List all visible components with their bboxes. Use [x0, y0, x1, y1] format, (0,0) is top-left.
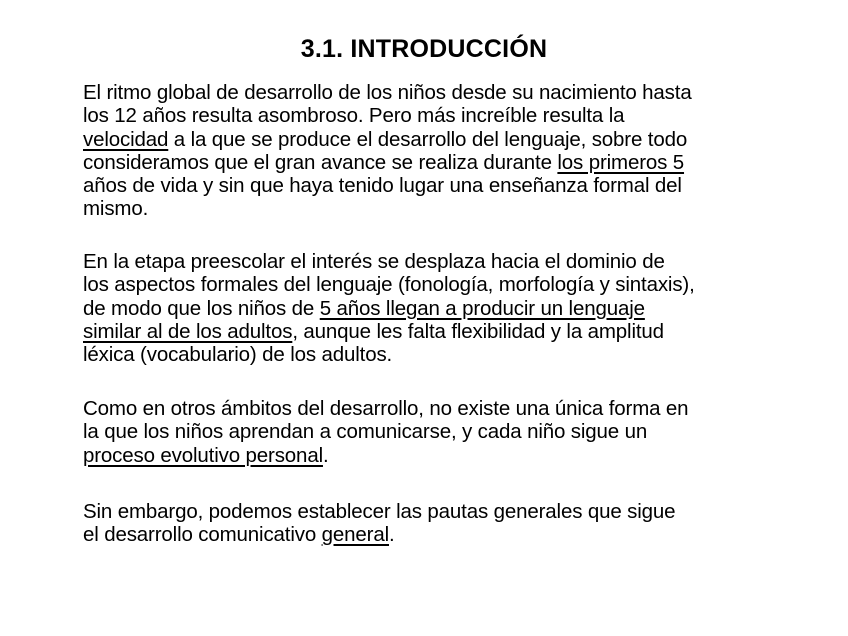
text-line	[83, 174, 803, 197]
text-segment: Sin embargo, podemos establecer las pautas generales que sigue	[83, 500, 676, 523]
underlined-text: proceso evolutivo personal	[83, 443, 323, 467]
text-line	[83, 500, 803, 523]
text-segment: consideramos que el gran avance se realiza durante	[83, 150, 558, 174]
text-line	[83, 104, 803, 127]
text-line	[83, 297, 803, 320]
text-segment: Como en otros ámbitos del desarrollo, no existe una única forma en	[83, 397, 689, 420]
text-segment: el desarrollo comunicativo	[83, 523, 322, 547]
text-line	[83, 523, 803, 546]
text-segment: mismo.	[83, 197, 149, 221]
text-line	[83, 420, 803, 443]
underlined-text: similar al de los adultos	[83, 319, 293, 343]
underlined-text: 5 años llegan a producir un lenguaje	[319, 296, 645, 320]
text-line	[83, 151, 803, 174]
text-line	[83, 250, 803, 273]
text-segment: los aspectos formales del lenguaje (fonología, morfología y sintaxis),	[83, 273, 695, 297]
text-segment: El ritmo global de desarrollo de los niños desde su nacimiento hasta	[83, 81, 692, 104]
text-segment: , aunque les falta flexibilidad y la amplitud	[292, 319, 664, 343]
paragraph-3	[83, 397, 803, 467]
text-segment: En la etapa preescolar el interés se desplaza hacia el dominio de	[83, 250, 665, 273]
text-segment: .	[322, 443, 329, 467]
paragraph-1	[83, 81, 803, 221]
text-segment: años de vida y sin que haya tenido lugar una enseñanza formal del	[83, 174, 682, 198]
underlined-text: velocidad	[83, 127, 169, 151]
text-segment: de modo que los niños de	[83, 296, 320, 320]
text-line	[83, 343, 803, 366]
paragraph-4	[83, 500, 803, 547]
text-segment: los 12 años resulta asombroso. Pero más increíble resulta la	[83, 104, 625, 128]
text-line	[83, 397, 803, 420]
text-line	[83, 444, 803, 467]
text-line	[83, 273, 803, 296]
underlined-text: los primeros 5	[557, 150, 685, 174]
text-segment: léxica (vocabulario) de los adultos.	[83, 343, 393, 367]
underlined-text: general	[321, 523, 389, 547]
text-line	[83, 197, 803, 220]
text-line	[83, 320, 803, 343]
page-title: 3.1. INTRODUCCIÓN	[300, 35, 548, 63]
paragraph-2	[83, 250, 803, 366]
text-line	[83, 81, 803, 104]
text-line	[83, 128, 803, 151]
text-segment: a la que se produce el desarrollo del lenguaje, sobre todo	[168, 127, 688, 151]
text-segment: la que los niños aprendan a comunicarse, y cada niño sigue un	[83, 420, 648, 444]
text-segment: .	[389, 523, 395, 547]
